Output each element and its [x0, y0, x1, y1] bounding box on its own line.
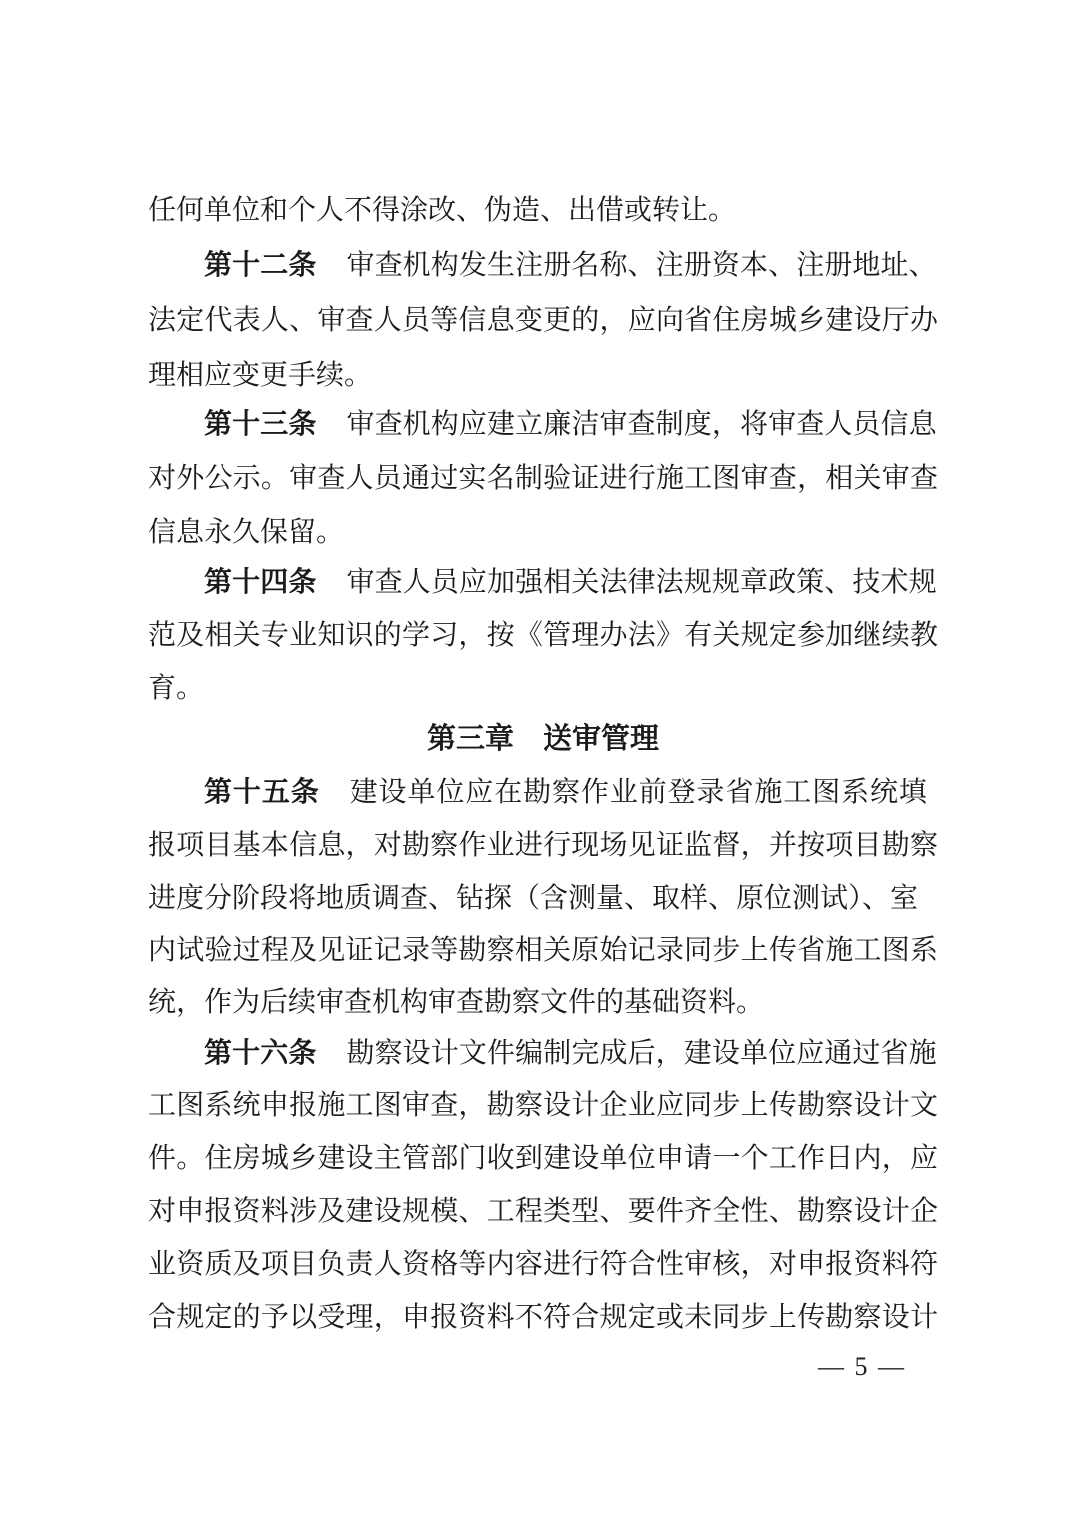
text-line: 业资质及项目负责人资格等内容进行符合性审核，对申报资料符 [148, 1247, 939, 1280]
text-line: 审查机构应建立廉洁审查制度，将审查人员信息 [346, 407, 937, 440]
article-13-label: 第十三条 [204, 407, 317, 440]
article-14-label: 第十四条 [204, 565, 317, 598]
text-line: 建设单位应在勘察作业前登录省施工图系统填 [349, 775, 928, 808]
text-line: 审查机构发生注册名称、注册资本、注册地址、 [346, 248, 937, 281]
article-16-first-line [204, 1033, 937, 1073]
text-line: 对外公示。审查人员通过实名制验证进行施工图审查，相关审查 [148, 461, 939, 494]
article-14-first-line [204, 562, 937, 602]
text-line: 法定代表人、审查人员等信息变更的，应向省住房城乡建设厅办 [148, 303, 939, 336]
article-12-label: 第十二条 [204, 248, 317, 281]
article-15-first-line [204, 772, 928, 812]
text-line: 对申报资料涉及建设规模、工程类型、要件齐全性、勘察设计企 [148, 1194, 939, 1227]
text-line: 内试验过程及见证记录等勘察相关原始记录同步上传省施工图系 [148, 933, 939, 966]
text-line: 范及相关专业知识的学习，按《管理办法》有关规定参加继续教 [148, 618, 939, 651]
text-line: 信息永久保留。 [148, 515, 345, 548]
text-line: 理相应变更手续。 [148, 358, 373, 391]
text-line: 任何单位和个人不得涂改、伪造、出借或转让。 [148, 193, 737, 226]
text-line: 育。 [148, 671, 205, 704]
text-line: 勘察设计文件编制完成后，建设单位应通过省施 [346, 1036, 937, 1069]
page-number: — 5 — [818, 1352, 906, 1381]
article-16-label: 第十六条 [204, 1036, 317, 1069]
text-line: 工图系统申报施工图审查，勘察设计企业应同步上传勘察设计文 [148, 1088, 939, 1121]
article-12-first-line [204, 245, 937, 285]
text-line: 件。住房城乡建设主管部门收到建设单位申请一个工作日内，应 [148, 1141, 939, 1174]
article-13-first-line [204, 404, 937, 444]
chapter-heading: 第三章 送审管理 [426, 721, 659, 755]
article-15-label: 第十五条 [204, 775, 320, 808]
text-line: 报项目基本信息，对勘察作业进行现场见证监督，并按项目勘察 [148, 828, 939, 861]
text-line: 进度分阶段将地质调查、钻探（含测量、取样、原位测试）、室 [148, 881, 919, 914]
text-line: 合规定的予以受理，申报资料不符合规定或未同步上传勘察设计 [148, 1300, 939, 1333]
text-line: 审查人员应加强相关法律法规规章政策、技术规 [346, 565, 937, 598]
text-line: 统，作为后续审查机构审查勘察文件的基础资料。 [148, 985, 765, 1018]
